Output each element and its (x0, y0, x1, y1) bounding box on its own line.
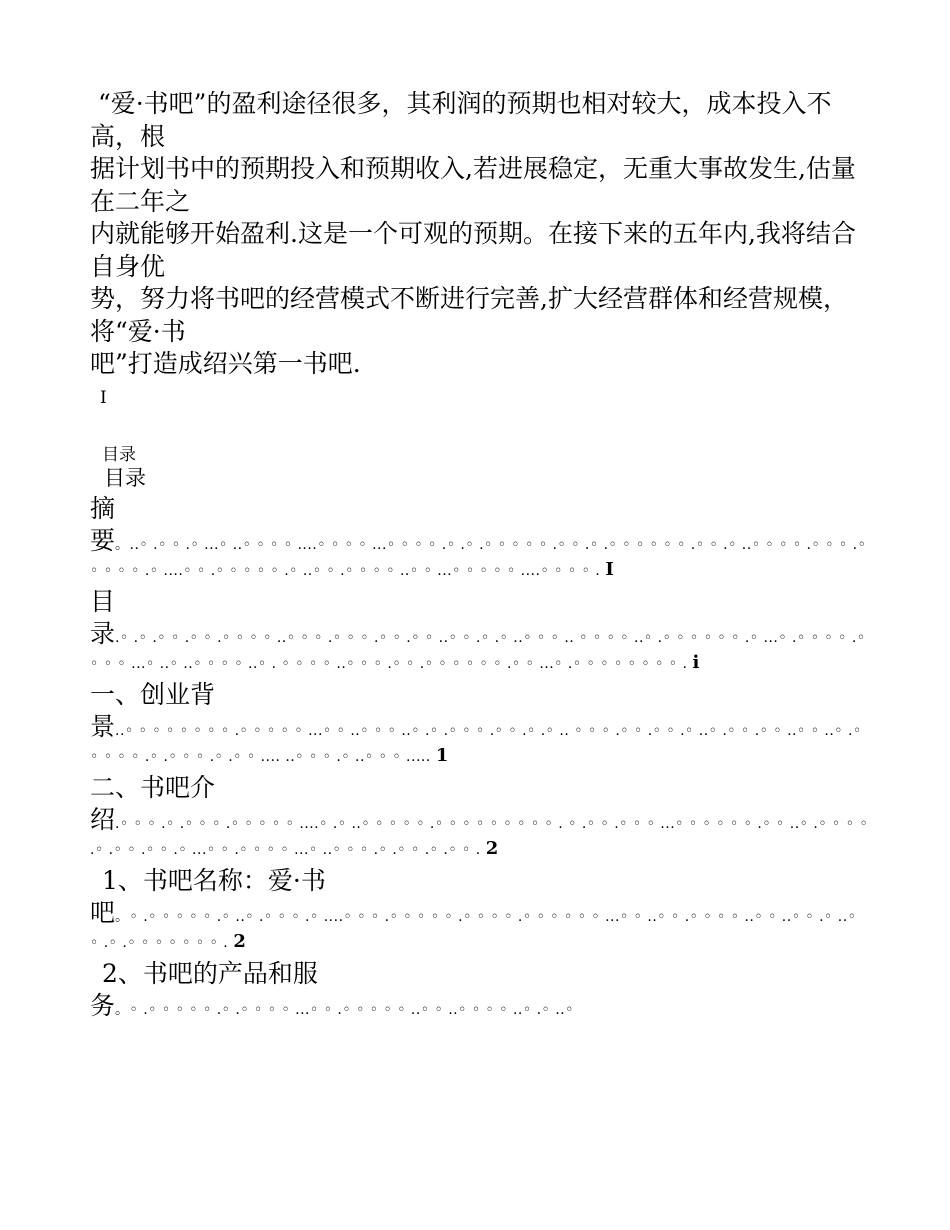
toc-entry-summary[interactable] (90, 493, 870, 584)
toc-heading-small: 目录 (102, 444, 136, 465)
document-page (90, 88, 870, 1023)
toc-entry-products[interactable] (90, 958, 870, 1023)
summary-line: 吧”打造成绍兴第一书吧. (90, 349, 361, 378)
toc-leader-dots: 。◦ .◦ ◦ ◦ ◦ ◦ .◦ .◦ ◦ ◦ ◦ ...◦ ◦ .◦ ◦ ◦ ◦ ◦ ..◦ ◦ ..◦ ◦ ◦ ◦ ..◦ .◦ ..◦ (115, 1001, 574, 1018)
summary-line: 势，努力将书吧的经营模式不断进行完善,扩大经营群体和经营规模，将“爱·书 (90, 284, 848, 346)
toc-page-number: 2 (485, 837, 499, 859)
toc-entry-title: 摘 (90, 493, 116, 523)
toc-entry-title-cont: 绍 (90, 804, 116, 834)
toc-page-number: I (605, 558, 614, 580)
toc-heading: 目录 (104, 465, 146, 490)
toc-entry-contents[interactable] (90, 586, 870, 677)
summary-line: “爱·书吧”的盈利途径很多，其利润的预期也相对较大，成本投入不高，根 (90, 89, 832, 151)
page-number: I (100, 387, 107, 408)
toc-leader-dots: 。◦ .◦ ◦ ◦ ◦ ◦ .◦ ..◦ .◦ ◦ ◦ .◦ ....◦ ◦ ◦ .◦ ◦ ◦ ◦ ◦ .◦ ◦ ◦ ◦ .◦ ◦ ◦ ◦ ◦ ◦ ...◦ ◦ ..◦ ◦ .◦ ◦ ◦ ◦ ..◦ ◦ ..◦ ◦ .◦ ..◦ ◦ .◦ .◦ ◦ ◦ ◦ ◦ ◦ ◦ . (90, 908, 857, 951)
toc-leader-dots: .◦ ◦ ◦ .◦ .◦ ◦ ◦ .◦ ◦ ◦ ◦ ◦ ....◦ .◦ ..◦ ◦ ◦ ◦ ◦ .◦ ◦ ◦ ◦ ◦ ◦ ◦ ◦ ◦ . ◦ .◦ ◦ .◦ ◦ ◦ ...◦ ◦ ◦ ◦ ◦ ◦ .◦ ◦ ..◦ .◦ ◦ ◦ ◦ .◦ .◦ ◦ .◦ ◦ .◦ ...◦ ◦ .◦ ◦ ◦ ◦ ...◦ ..◦ ◦ ◦ .◦ .◦ ◦ .◦ .◦ ◦ . (90, 815, 869, 858)
toc-page-number: 1 (435, 744, 449, 766)
summary-line: 内就能够开始盈利.这是一个可观的预期。在接下来的五年内,我将结合自身优 (90, 219, 856, 281)
toc-leader-dots: ..◦ ◦ ◦ ◦ ◦ ◦ ◦ ◦ .◦ ◦ ◦ ◦ ◦ ...◦ ◦ ..◦ ◦ ◦ ..◦ .◦ .◦ ◦ ◦ .◦ ◦ .◦ .◦ .. ◦ ◦ ◦ .◦ ◦ .◦ ◦ .◦ ..◦ .◦ ◦ .◦ ◦ ..◦ ◦ ..◦ .◦ ◦ ◦ ◦ ◦ .◦ .◦ ◦ ◦ .◦ .◦ ◦ .... ..◦ ◦ ◦ .◦ ..◦ ◦ ◦ ..... (90, 722, 862, 765)
toc-entry-title: 目 (90, 586, 116, 616)
toc-entry-intro[interactable] (90, 772, 870, 863)
toc-entry-title: 2、书吧的产品和服 (102, 958, 318, 988)
toc-entry-title: 二、书吧介 (90, 772, 216, 802)
toc-entry-title: 一、创业背 (90, 679, 216, 709)
toc-entry-background[interactable] (90, 679, 870, 770)
toc-page-number: 2 (233, 930, 246, 952)
toc-page-number: i (692, 651, 700, 673)
toc-entry-title-cont: 吧 (90, 897, 116, 927)
toc-entry-title: 1、书吧名称：爱·书 (102, 865, 326, 895)
toc-entry-title-cont: 要 (90, 525, 116, 555)
toc-leader-dots: .◦ .◦ .◦ ◦ .◦ ◦ .◦ ◦ ◦ ◦ ..◦ ◦ ◦ .◦ ◦ ◦ .◦ ◦ .◦ ◦ ..◦ ◦ .◦ .◦ ..◦ ◦ ◦ .. ◦ ◦ ◦ ◦ ..◦ .◦ ◦ ◦ ◦ ◦ ◦ .◦ ...◦ .◦ ◦ ◦ ◦ .◦ ◦ ◦ ◦ ...◦ ..◦ ..◦ ◦ ◦ ◦ ..◦ . ◦ ◦ ◦ ◦ ..◦ ◦ ◦ .◦ ◦ .◦ ◦ ◦ ◦ ◦ ◦ .◦ ◦ ...◦ .◦ ◦ ◦ ◦ ◦ ◦ ◦ ◦ . (90, 629, 866, 672)
table-of-contents (90, 493, 870, 1023)
toc-entry-title-cont: 景 (90, 711, 116, 741)
toc-leader-dots: 。..◦ .◦ ◦ .◦ ...◦ ..◦ ◦ ◦ ◦ ....◦ ◦ ◦ ◦ ...◦ ◦ ◦ ◦ .◦ .◦ .◦ ◦ ◦ ◦ ◦ .◦ ◦ .◦ .◦ ◦ ◦ ◦ ◦ ◦ .◦ ◦ .◦ ..◦ ◦ ◦ ◦ .◦ ◦ ◦ .◦ ◦ ◦ ◦ ◦ .◦ ....◦ ◦ .◦ ◦ ◦ ◦ ◦ .◦ ..◦ ◦ .◦ ◦ ◦ ◦ ..◦ ◦ ...◦ ◦ ◦ ◦ ◦ ....◦ ◦ ◦ ◦ . (90, 536, 867, 579)
toc-entry-name[interactable] (90, 865, 870, 956)
summary-paragraph (90, 88, 870, 381)
summary-line: 据计划书中的预期投入和预期收入,若进展稳定，无重大事故发生,估量在二年之 (90, 154, 856, 216)
toc-entry-title-cont: 务 (90, 990, 116, 1020)
toc-entry-title-cont: 录 (90, 618, 116, 648)
